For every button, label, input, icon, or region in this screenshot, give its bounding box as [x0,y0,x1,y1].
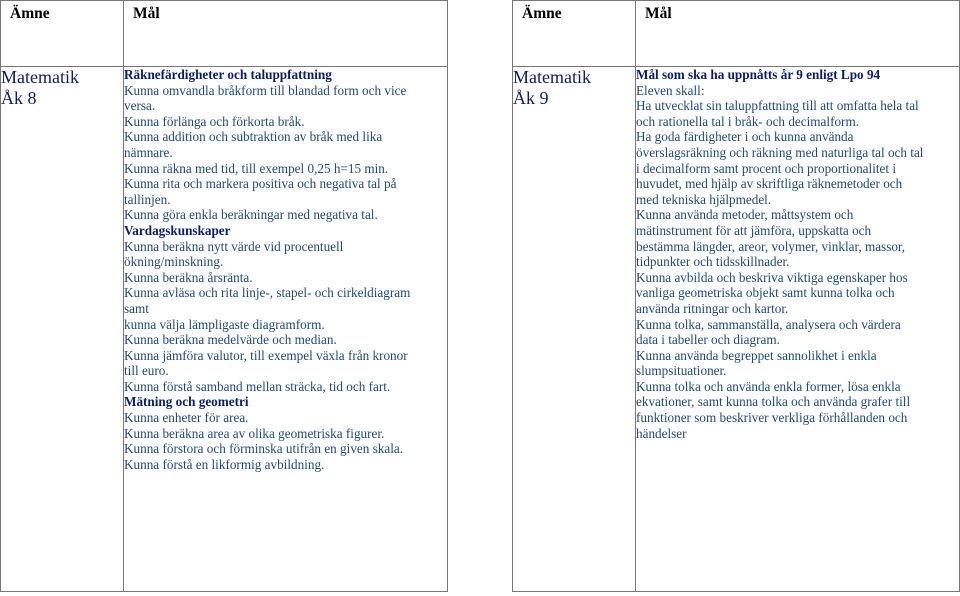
goal-line: tallinjen. [124,191,171,207]
goal-line: Kunna avläsa och rita linje-, stapel- och cirkeldiagram [124,285,411,301]
goal-line: Ha utvecklat sin taluppfattning till att omfatta hela tal [636,98,919,114]
header-subject-cell [1,1,124,67]
grade-label: Åk 9 [513,88,549,108]
goal-line: använda ritningar och kartor. [636,300,789,316]
goal-line: Kunna beräkna årsränta. [124,269,253,285]
header-subject-cell [513,1,636,67]
goal-line: Kunna göra enkla beräkningar med negativa tal. [124,207,378,223]
subject-cell [1,67,124,592]
goals-cell [636,67,960,592]
goal-line: Kunna förstora och förminska utifrån en given skala. [124,441,404,457]
section-heading: Mål som ska ha uppnåtts år 9 enligt Lpo 94 [636,67,881,82]
subject-cell [513,67,636,592]
goal-line: tidpunkter och tidsskillnader. [636,254,790,270]
table-left [0,0,448,592]
goal-line: Kunna tolka och använda enkla former, lösa enkla [636,378,901,394]
goal-line: Kunna addition och subtraktion av bråk med lika [124,129,383,145]
goal-line: Kunna jämföra valutor, till exempel växla från kronor [124,347,408,363]
header-row [1,1,448,67]
goal-line: Eleven skall: [636,82,705,98]
goal-line: med tekniska hjälpmedel. [636,191,772,207]
goals-list [636,67,959,441]
goal-line: data i tabeller och diagram. [636,332,780,348]
goal-line: funktioner som beskriver verkliga förhållanden och [636,410,908,426]
goal-line: Kunna enheter för area. [124,410,249,426]
goals-cell [124,67,448,592]
goal-line: Kunna räkna med tid, till exempel 0,25 h=15 min. [124,160,389,176]
goal-line: huvudet, med hjälp av skriftliga räknemetoder och [636,176,903,192]
goal-line: Kunna förstå en likformig avbildning. [124,456,325,472]
header-subject: Ämne [522,5,562,22]
goal-line: mätinstrument för att jämföra, uppskatta och [636,222,872,238]
section-heading: Vardagskunskaper [124,222,231,238]
goal-line: händelser [636,425,687,441]
subject-name: Matematik [513,67,591,87]
goal-line: Kunna använda metoder, måttsystem och [636,207,854,223]
goal-line: Ha goda färdigheter i och kunna använda [636,129,854,145]
goal-line: Kunna förlänga och förkorta bråk. [124,113,305,129]
goal-line: och rationella tal i bråk- och decimalform. [636,113,859,129]
section-heading: Mätning och geometri [124,394,249,410]
goal-line: Kunna förstå samband mellan sträcka, tid och fart. [124,378,391,394]
subject-name: Matematik [1,67,79,87]
goal-line: nämnare. [124,144,173,160]
grade-label: Åk 8 [1,88,37,108]
header-goal: Mål [133,5,160,22]
goal-line: Kunna tolka, sammanställa, analysera och värdera [636,316,901,332]
goal-line: Kunna omvandla bråkform till blandad form och vice [124,82,407,98]
goal-line: ekvationer, samt kunna tolka och använda grafer till [636,394,911,410]
goal-line: slumpsituationer. [636,363,727,379]
goals-list [124,67,447,472]
section-heading: Räknefärdigheter och taluppfattning [124,67,332,82]
goal-line: Kunna beräkna medelvärde och median. [124,332,337,348]
goal-line: Kunna avbilda och beskriva viktiga egenskaper hos [636,269,908,285]
header-goal-cell [124,1,448,67]
body-row [1,67,448,592]
goal-line: i decimalform samt procent och proportionalitet i [636,160,897,176]
goal-line: till euro. [124,363,169,379]
goal-line: Kunna beräkna nytt värde vid procentuell [124,238,344,254]
goal-line: vanliga geometriska objekt samt kunna tolka och [636,285,895,301]
header-goal-cell [636,1,960,67]
goal-line: överslagsräkning och räkning med naturliga tal och tal [636,144,924,160]
goal-line: kunna välja lämpligaste diagramform. [124,316,325,332]
body-row [513,67,960,592]
goal-line: samt [124,300,149,316]
goal-line: versa. [124,98,156,114]
header-row [513,1,960,67]
goal-line: bestämma längder, areor, volymer, vinklar, massor, [636,238,906,254]
header-subject: Ämne [10,5,50,22]
goal-line: ökning/minskning. [124,254,224,270]
goal-line: Kunna använda begreppet sannolikhet i enkla [636,347,877,363]
table-right [512,0,960,592]
goal-line: Kunna rita och markera positiva och negativa tal på [124,176,397,192]
goal-line: Kunna beräkna area av olika geometriska figurer. [124,425,385,441]
header-goal: Mål [645,5,672,22]
